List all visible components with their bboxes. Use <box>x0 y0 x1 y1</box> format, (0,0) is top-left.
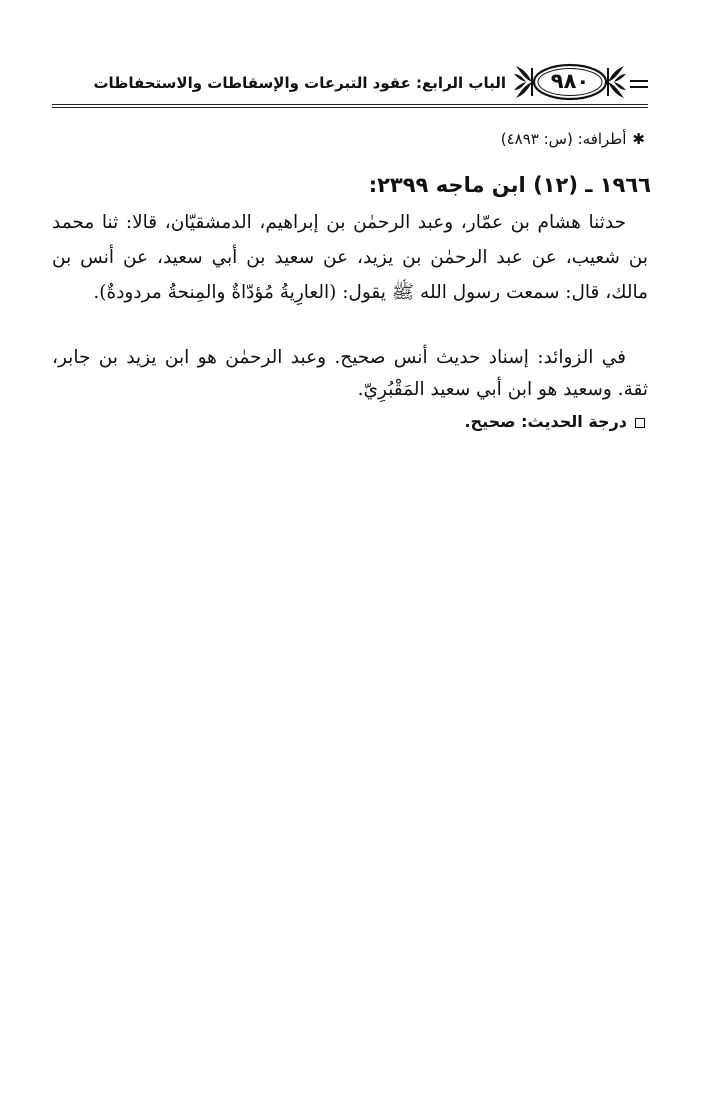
zawaid-commentary <box>52 342 648 406</box>
atraf-note <box>501 130 645 148</box>
zawaid-paragraph: في الزوائد: إسناد حديث أنس صحيح. وعبد الرحمٰن هو ابن يزيد بن جابر، ثقة. وسعيد هو ابن أبي سعيد المَقْبُرِيّ. <box>52 347 648 400</box>
hadith-heading: ١٩٦٦ ـ (١٢) ابن ماجه ٢٣٩٩: <box>368 173 651 197</box>
header-divider <box>52 104 648 108</box>
chapter-title: الباب الرابع: عقود التبرعات والإسقاطات والاستحفاظات <box>93 74 506 92</box>
square-bullet-icon <box>635 418 645 428</box>
hadith-grade <box>464 412 645 431</box>
page-number-badge <box>512 60 628 104</box>
page-number: ٩٨٠ <box>550 69 590 93</box>
grade-text: درجة الحديث: صحيح. <box>464 412 627 431</box>
atraf-text: أطرافه: (س: ٤٨٩٣) <box>500 130 627 148</box>
asterisk-icon: ✱ <box>632 130 645 148</box>
hadith-text: حدثنا هشام بن عمّار، وعبد الرحمٰن بن إبراهيم، الدمشقيّان، قالا: ثنا محمد بن شعيب، عن عبد الرحمٰن بن يزيد، عن سعيد بن أبي سعيد، عن أنس بن مالك، قال: سمعت رسول الله ﷺ يقول: (العارِيةُ مُؤدّاةٌ والمِنحةُ مردودةٌ). <box>52 212 648 303</box>
running-header <box>52 58 648 114</box>
header-dash-ornament <box>630 80 648 92</box>
